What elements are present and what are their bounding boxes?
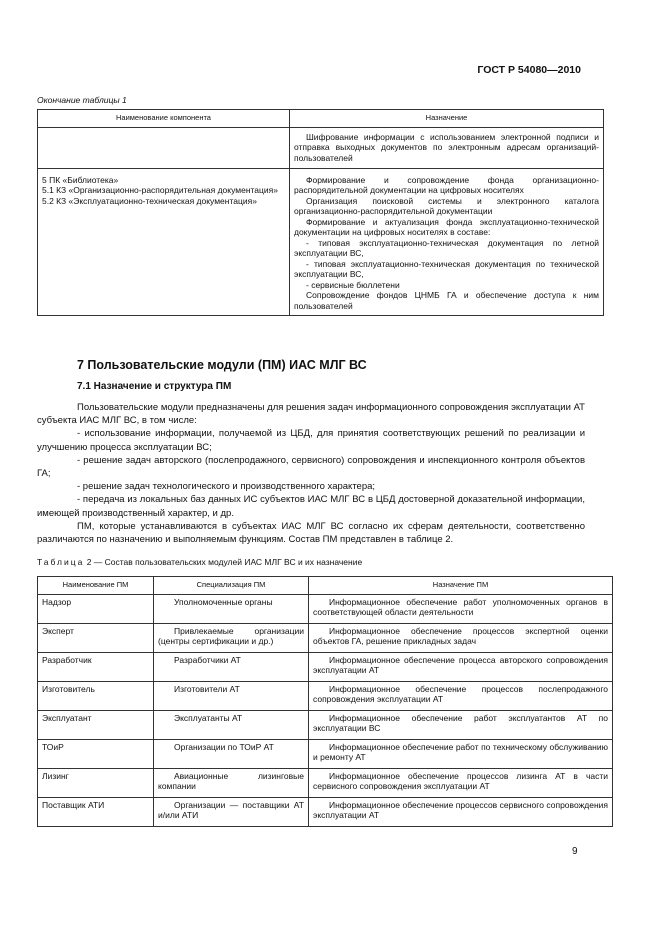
document-code: ГОСТ Р 54080—2010 xyxy=(477,64,581,76)
table2-cell: ТОиР xyxy=(38,739,154,768)
cell-text: Сопровождение фондов ЦНМБ ГА и обеспечение доступа к ним пользователей xyxy=(294,290,599,311)
cell-text: Формирование и актуализация фонда эксплуатационно-технической документации на цифровых носителях в составе: xyxy=(294,216,599,237)
table2-cell: Организации по ТОиР АТ xyxy=(154,739,309,768)
table2 xyxy=(37,576,613,827)
table2-caption-text: 2 — Состав пользовательских модулей ИАС МЛГ ВС и их назначение xyxy=(84,557,363,567)
table2-cell: Надзор xyxy=(38,594,154,623)
table-row xyxy=(38,710,613,739)
table2-cell: Информационное обеспечение работ эксплуатантов АТ по эксплуатации ВС xyxy=(309,710,613,739)
table2-col2-header: Специализация ПМ xyxy=(154,577,309,595)
table-row xyxy=(38,168,604,316)
table2-cell: Эксплуатант xyxy=(38,710,154,739)
body-text xyxy=(37,401,585,546)
table2-cell: Информационное обеспечение процессов послепродажного сопровождения эксплуатации АТ xyxy=(309,681,613,710)
table2-cell: Организации — поставщики АТ и/или АТИ xyxy=(154,797,309,826)
table2-cell: Привлекаемые организации (центры сертификации и др.) xyxy=(154,623,309,652)
table1-cell xyxy=(290,127,604,168)
table2-cell: Изготовители АТ xyxy=(154,681,309,710)
table-row xyxy=(38,652,613,681)
paragraph: - решение задач авторского (послепродажного, сервисного) сопровождения и инспекционного контроля объектов ГА; xyxy=(37,454,585,480)
table1-header-row xyxy=(38,110,604,128)
table2-col3-header: Назначение ПМ xyxy=(309,577,613,595)
cell-text: - сервисные бюллетени xyxy=(306,279,400,290)
paragraph: Пользовательские модули предназначены для решения задач информационного сопровождения эксплуатации АТ субъекта ИАС МЛГ ВС, в том числе: xyxy=(37,402,585,427)
page-number: 9 xyxy=(572,846,578,857)
table2-header-row xyxy=(38,577,613,595)
cell-text: Шифрование информации с использованием электронной подписи и отправка выходных документов по электронным адресам организаций-пользователей xyxy=(294,131,599,163)
cell-text: - типовая эксплуатационно-техническая документация по технической эксплуатации ВС, xyxy=(294,258,599,279)
table2-cell: Лизинг xyxy=(38,768,154,797)
paragraph: ПМ, которые устанавливаются в субъектах ИАС МЛГ ВС согласно их сферам деятельности, соответственно различаются по назначению и выполняемым функциям. Состав ПМ представлен в таблице 2. xyxy=(37,520,585,546)
table2-cell: Информационное обеспечение работ по техническому обслуживанию и ремонту АТ xyxy=(309,739,613,768)
table1-col1-header: Наименование компонента xyxy=(38,110,290,128)
cell-text: Формирование и сопровождение фонда организационно-распорядительной документации на цифровых носителях xyxy=(294,174,599,195)
table2-cell: Эксперт xyxy=(38,623,154,652)
table2-cell: Изготовитель xyxy=(38,681,154,710)
table2-cell: Информационное обеспечение процессов сервисного сопровождения эксплуатации АТ xyxy=(309,797,613,826)
table2-caption-label: Таблица xyxy=(37,557,85,567)
section-heading: 7 Пользовательские модули (ПМ) ИАС МЛГ ВС xyxy=(77,358,367,372)
paragraph: - решение задач технологического и производственного характера; xyxy=(77,481,376,493)
table2-cell: Информационное обеспечение работ уполномоченных органов в соответствующей области деятельности xyxy=(309,594,613,623)
cell-text: - типовая эксплуатационно-техническая документация по летной эксплуатации ВС, xyxy=(294,237,599,258)
table2-cell: Информационное обеспечение процессов экспертной оценки объектов ГА, решение прикладных задач xyxy=(309,623,613,652)
table2-col1-header: Наименование ПМ xyxy=(38,577,154,595)
table2-cell: Поставщик АТИ xyxy=(38,797,154,826)
cell-text: Организация поисковой системы и электронного каталога организационно-распорядительной документации xyxy=(294,195,599,216)
table1-cell xyxy=(38,168,290,316)
table2-cell: Информационное обеспечение процессов лизинга АТ в части сервисного сопровождения эксплуатации АТ xyxy=(309,768,613,797)
table-row xyxy=(38,623,613,652)
table2-cell: Авиационные лизинговые компании xyxy=(154,768,309,797)
table2-cell: Уполномоченные органы xyxy=(154,594,309,623)
cell-text: 5 ПК «Библиотека» xyxy=(42,174,119,185)
paragraph: - передача из локальных баз данных ИС субъектов ИАС МЛГ ВС в ЦБД достоверной доказательной информации, имеющей производственный характер, и др. xyxy=(37,494,585,519)
paragraph: - использование информации, получаемой из ЦБД, для принятия соответствующих решений по реализации и улучшению процесса эксплуатации ВС; xyxy=(37,428,585,453)
table1-cell xyxy=(38,127,290,168)
table-row xyxy=(38,768,613,797)
table-row xyxy=(38,797,613,826)
table1-cell xyxy=(290,168,604,316)
table2-cell: Разработчики АТ xyxy=(154,652,309,681)
table1-col2-header: Назначение xyxy=(290,110,604,128)
table-row xyxy=(38,594,613,623)
table2-cell: Эксплуатанты АТ xyxy=(154,710,309,739)
subsection-heading: 7.1 Назначение и структура ПМ xyxy=(77,381,232,392)
cell-text: 5.1 КЗ «Организационно-распорядительная документация» xyxy=(42,185,278,195)
table-row xyxy=(38,127,604,168)
table1-caption: Окончание таблицы 1 xyxy=(37,95,127,105)
table-row xyxy=(38,739,613,768)
table2-cell: Информационное обеспечение процесса авторского сопровождения эксплуатации АТ xyxy=(309,652,613,681)
table1 xyxy=(37,109,604,316)
table-row xyxy=(38,681,613,710)
table2-cell: Разработчик xyxy=(38,652,154,681)
cell-text: 5.2 КЗ «Эксплуатационно-техническая документация» xyxy=(42,195,257,206)
table2-caption xyxy=(37,557,362,567)
